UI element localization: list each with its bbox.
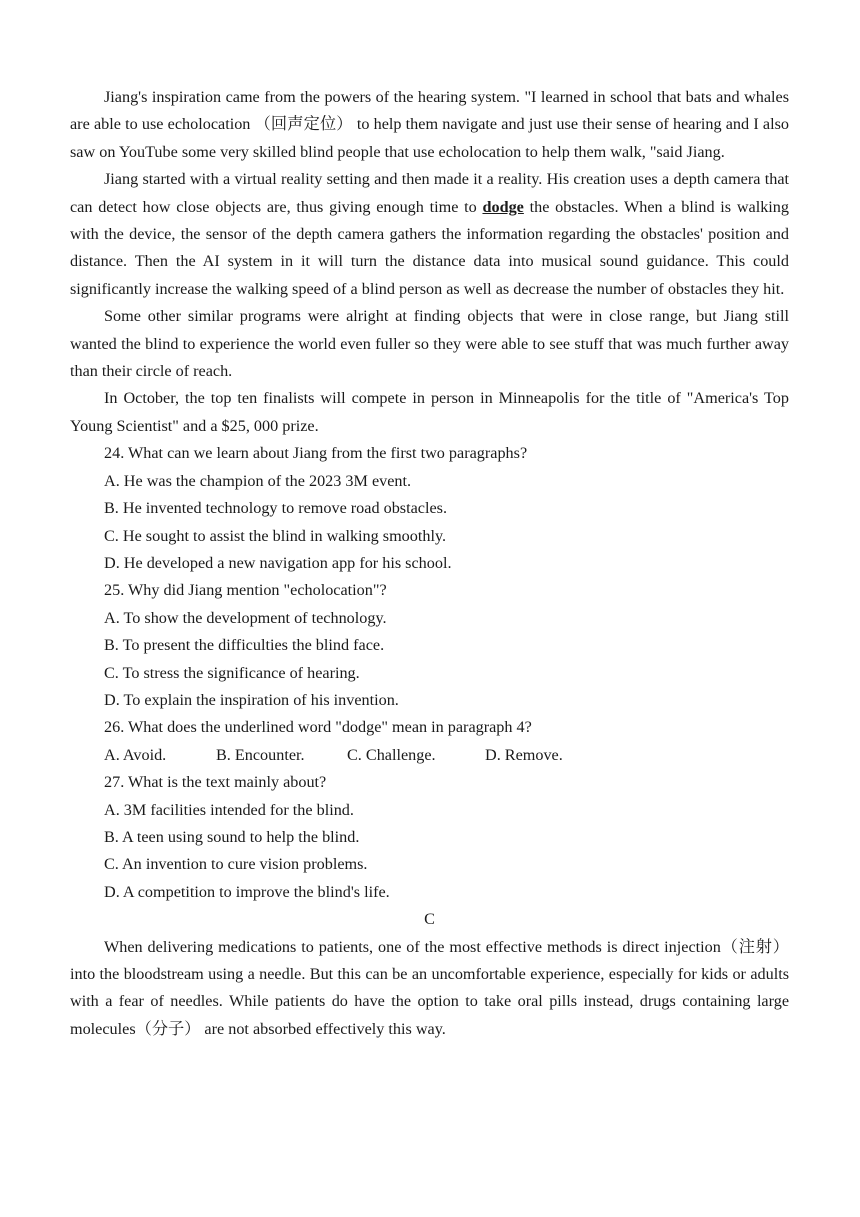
question-27: 27. What is the text mainly about? — [104, 773, 327, 792]
q27-option-c: C. An invention to cure vision problems. — [104, 855, 368, 874]
q24-option-b: B. He invented technology to remove road obstacles. — [104, 499, 447, 518]
section-heading-c: C — [424, 910, 435, 929]
paragraph-2 — [70, 166, 789, 303]
q27-option-d: D. A competition to improve the blind's life. — [104, 882, 390, 901]
q26-option-b: B. Encounter. — [216, 745, 305, 764]
paragraph-3: Some other similar programs were alright at finding objects that were in close range, but Jiang still wanted the blind to experience the world even fuller so they were able to see stuff that was much further away than their circle of reach. — [70, 307, 789, 381]
q26-option-d: D. Remove. — [485, 745, 563, 764]
q26-option-a: A. Avoid. — [104, 745, 167, 764]
q25-option-a: A. To show the development of technology. — [104, 608, 387, 627]
q27-option-b: B. A teen using sound to help the blind. — [104, 827, 360, 846]
question-24: 24. What can we learn about Jiang from the first two paragraphs? — [104, 444, 528, 463]
paragraph-1: Jiang's inspiration came from the powers of the hearing system. "I learned in school that bats and whales are able to use echolocation （回声定位） to help them navigate and just use their sense of hearing and I also saw on YouTube some very skilled blind people that use echolocation to help them walk, "said Jiang. — [70, 88, 789, 161]
question-26: 26. What does the underlined word "dodge" mean in paragraph 4? — [104, 718, 532, 737]
q25-option-b: B. To present the difficulties the blind face. — [104, 636, 385, 655]
section-c-paragraph-1: When delivering medications to patients, one of the most effective methods is direct injection（注射） into the bloodstream using a needle. But this can be an uncomfortable experience, especially for kids or adults with a fear of needles. While patients do have the option to take oral pills instead, drugs containing large molecules（分子） are not absorbed effectively this way. — [70, 937, 789, 1038]
underlined-word-dodge: dodge — [482, 197, 524, 216]
paragraph-2-end: the obstacles. When a blind is walking with the device, the sensor of the depth camera gathers the information regarding the obstacles' position and distance. Then the AI system in it will turn the distance data into musical sound guidance. This could significantly increase the walking speed of a blind person as well as decrease the number of obstacles they hit. — [70, 197, 789, 298]
paragraph-4: In October, the top ten finalists will compete in person in Minneapolis for the title of "America's Top Young Scientist" and a $25, 000 prize. — [70, 389, 789, 435]
question-25: 25. Why did Jiang mention "echolocation"? — [104, 581, 387, 600]
q26-option-c: C. Challenge. — [347, 745, 436, 764]
q26-options — [70, 742, 789, 769]
q24-option-d: D. He developed a new navigation app for his school. — [104, 553, 452, 572]
q25-option-d: D. To explain the inspiration of his invention. — [104, 690, 399, 709]
q24-option-c: C. He sought to assist the blind in walking smoothly. — [104, 526, 447, 545]
paragraph-2-start: Jiang started with a virtual reality setting and then made it a reality. His creation uses a depth camera that can detect how close objects are, thus giving enough time to — [70, 170, 789, 216]
q25-option-c: C. To stress the significance of hearing. — [104, 663, 360, 682]
q24-option-a: A. He was the champion of the 2023 3M event. — [104, 471, 412, 490]
q27-option-a: A. 3M facilities intended for the blind. — [104, 800, 354, 819]
document-page — [70, 84, 789, 1043]
